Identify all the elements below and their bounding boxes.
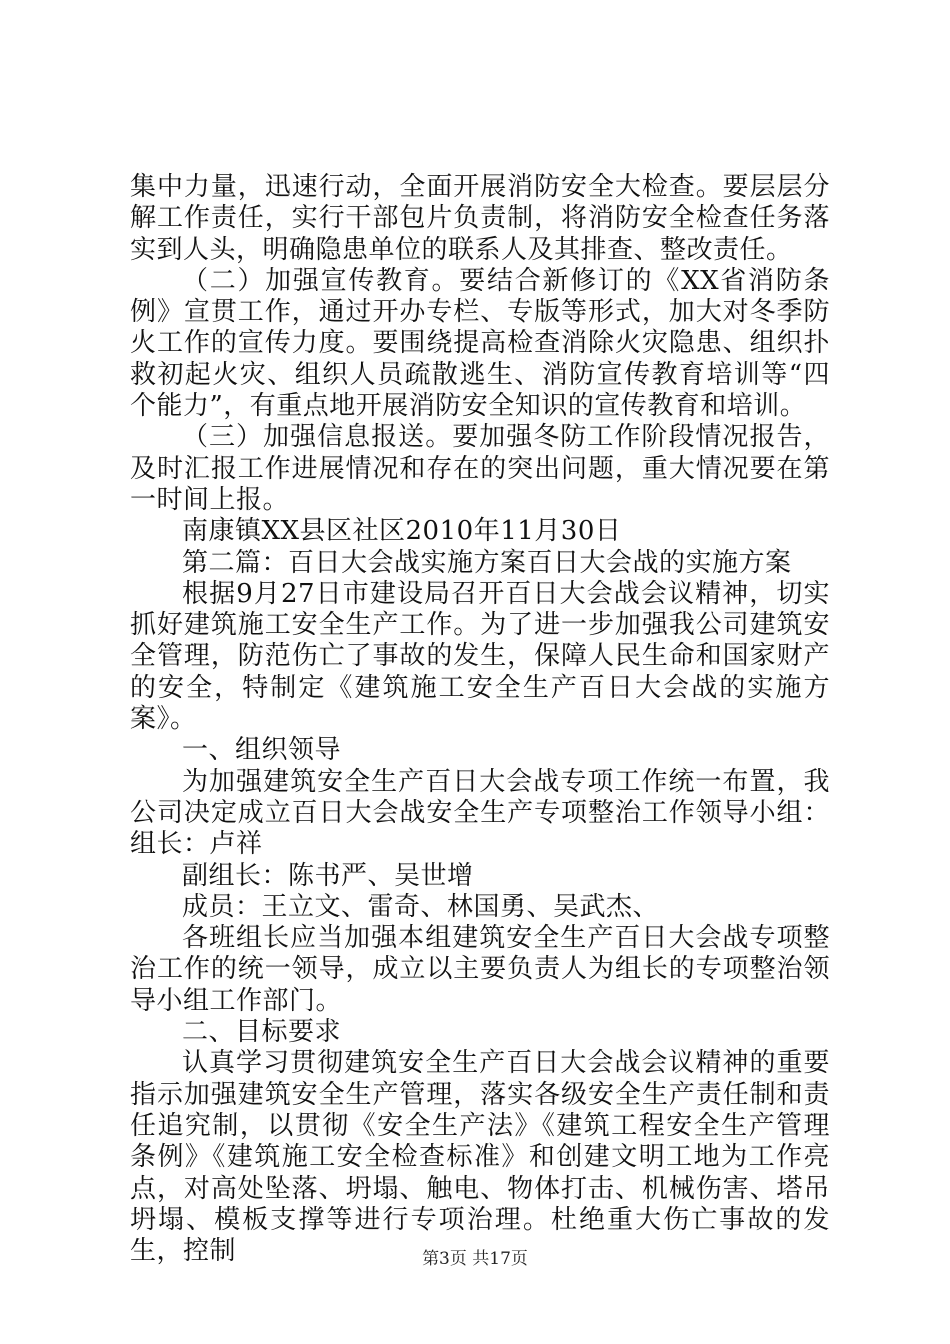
- paragraph-continuation: 集中力量，迅速行动，全面开展消防安全大检查。要层层分解工作责任，实行干部包片负责制，将消防安全检查任务落实到人头，明确隐患单位的联系人及其排查、整改责任。: [130, 172, 830, 265]
- section-heading-part-two: 第二篇：百日大会战实施方案百日大会战的实施方案: [182, 547, 792, 578]
- paragraph-objectives: 认真学习贯彻建筑安全生产百日大会战会议精神的重要指示加强建筑安全生产管理，落实各级安全生产责任制和责任追究制，以贯彻《安全生产法》《建筑工程安全生产管理条例》《建筑施工安全检查标准》和创建文明工地为工作亮点，对高处坠落、坍塌、触电、物体打击、机械伤害、塔吊坍塌、模板支撑等进行专项治理。杜绝重大伤亡事故的发生，控制: [130, 1048, 830, 1267]
- heading-objectives: 二、目标要求: [182, 1017, 342, 1048]
- paragraph-publicity-education: （二）加强宣传教育。要结合新修订的《XX省消防条例》宣贯工作，通过开办专栏、专版等形式，加大对冬季防火工作的宣传力度。要围绕提高检查消除火灾隐患、组织扑救初起火灾、组织人员疏散逃生、消防宣传教育培训等“四个能力”，有重点地开展消防安全知识的宣传教育和培训。: [130, 265, 830, 422]
- page-number-footer: 第3页 共17页: [422, 1249, 528, 1269]
- paragraph-team-leaders: 各班组长应当加强本组建筑安全生产百日大会战专项整治工作的统一领导，成立以主要负责人为组长的专项整治领导小组工作部门。: [130, 923, 830, 1016]
- paragraph-members: 成员：王立文、雷奇、林国勇、吴武杰、: [182, 891, 660, 922]
- paragraph-deputy-leaders: 副组长：陈书严、吴世增: [182, 860, 474, 891]
- paragraph-signature-date: 南康镇XX县区社区2010年11月30日: [182, 516, 622, 547]
- paragraph-introduction: 根据9月27日市建设局召开百日大会战会议精神，切实抓好建筑施工安全生产工作。为了进一步加强我公司建筑安全管理，防范伤亡了事故的发生，保障人民生命和国家财产的安全，特制定《建筑施工安全生产百日大会战的实施方案》。: [130, 578, 830, 735]
- paragraph-information-reporting: （三）加强信息报送。要加强冬防工作阶段情况报告，及时汇报工作进展情况和存在的突出问题，重大情况要在第一时间上报。: [130, 422, 830, 515]
- paragraph-leadership-group: 为加强建筑安全生产百日大会战专项工作统一布置，我公司决定成立百日大会战安全生产专项整治工作领导小组：组长：卢祥: [130, 766, 830, 860]
- document-body: [130, 172, 830, 1267]
- heading-organization-leadership: 一、组织领导: [182, 735, 342, 766]
